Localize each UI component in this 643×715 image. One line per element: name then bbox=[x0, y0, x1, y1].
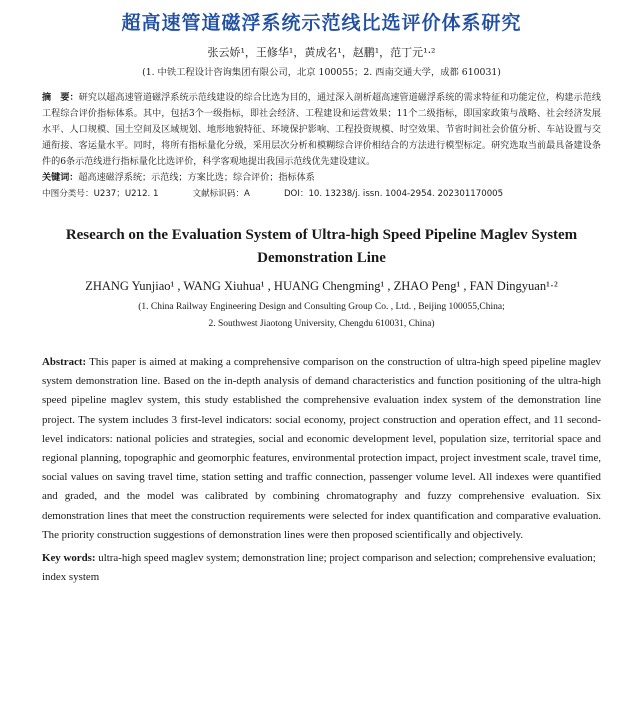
classification-line bbox=[42, 186, 601, 202]
chinese-keywords-label: 关键词： bbox=[42, 172, 79, 183]
english-authors: ZHANG Yunjiao¹ , WANG Xiuhua¹ , HUANG Chengming¹ , ZHAO Peng¹ , FAN Dingyuan¹·² bbox=[85, 279, 558, 293]
english-keywords bbox=[42, 549, 601, 587]
classification-number: 中图分类号：U237；U212. 1 bbox=[42, 189, 159, 199]
english-keywords-text: ultra-high speed maglev system; demonstration line; project comparison and selection; comprehensive evaluation; index system bbox=[42, 552, 596, 584]
english-abstract-label: Abstract: bbox=[42, 356, 87, 368]
document-code: 文献标识码：A bbox=[192, 189, 250, 199]
english-title: Research on the Evaluation System of Ultra-high Speed Pipeline Maglev System Demonstration Line bbox=[65, 227, 578, 266]
english-affiliation-2: 2. Southwest Jiaotong University, Chengdu 610031, China) bbox=[208, 319, 435, 329]
chinese-title: 超高速管道磁浮系统示范线比选评价体系研究 bbox=[121, 12, 522, 34]
chinese-abstract-text: 研究以超高速管道磁浮系统示范线建设的综合比选为目的，通过深入剖析超高速管道磁浮系统的需求特征和功能定位，构建示范线工程综合评价指标体系。其中，包括3个一级指标，即社会经济、工程建设和运营效果；11个二级指标，即国家政策与战略、社会经济发展水平、人口规模、国土空间及区域规划、地形地貌特征、环境保护影响、工程投资规模、时空效果、节省时间社会价值分析、车站设置与交通衔接、客运量水平。同时，将所有指标量化分级，采用层次分析和模糊综合评价相结合的方法进行模型标定。研究选取当前最具备建设条件的6条示范线进行指标量化比选评价，科学客观地提出我国示范线优先建设建议。 bbox=[42, 93, 601, 167]
english-affiliation-1: (1. China Railway Engineering Design and Consulting Group Co. , Ltd. , Beijing 100055,China; bbox=[138, 302, 505, 312]
chinese-affiliations: (1. 中铁工程设计咨询集团有限公司，北京 100055；2. 西南交通大学，成都 610031) bbox=[142, 67, 501, 78]
doi: DOI：10. 13238/j. issn. 1004-2954. 202301170005 bbox=[283, 189, 504, 199]
chinese-abstract-label: 摘 要： bbox=[42, 92, 79, 103]
english-affiliations bbox=[42, 299, 601, 333]
english-keywords-label: Key words: bbox=[42, 552, 96, 565]
english-abstract-text: This paper is aimed at making a comprehensive comparison on the construction of ultra-high speed pipeline maglev system demonstration line. Based on the in-depth analysis of demand characteristics and function positioning of the ultra-high speed pipeline maglev system, this study established the comprehensive evaluation index system of the demonstration line project. The system includes 3 first-level indicators: social economy, project construction and operation effect, and 11 second-level indicators: national policies and strategies, social and economic development level, population size, territorial space and regional planning, topographic and geomorphic features, environmental protection impact, project investment scale, travel time, social values on saving travel time, station setting and traffic connection, passenger volume level. All indexes were quantified and graded, and the model was calibrated by combining chromatography and fuzzy comprehensive evaluation. Six demonstration lines that meet the construction requirements were selected for index quantification and comparative evaluation. The priority construction suggestions of demonstration lines were then proposed scientifically and objectively. bbox=[42, 356, 601, 541]
chinese-authors: 张云娇¹，王修华¹，黄成名¹，赵鹏¹，范丁元¹·² bbox=[207, 46, 436, 59]
english-abstract bbox=[42, 353, 601, 545]
chinese-abstract bbox=[42, 90, 601, 170]
chinese-keywords-text: 超高速磁浮系统；示范线；方案比选；综合评价；指标体系 bbox=[78, 173, 315, 183]
chinese-keywords bbox=[42, 170, 601, 186]
